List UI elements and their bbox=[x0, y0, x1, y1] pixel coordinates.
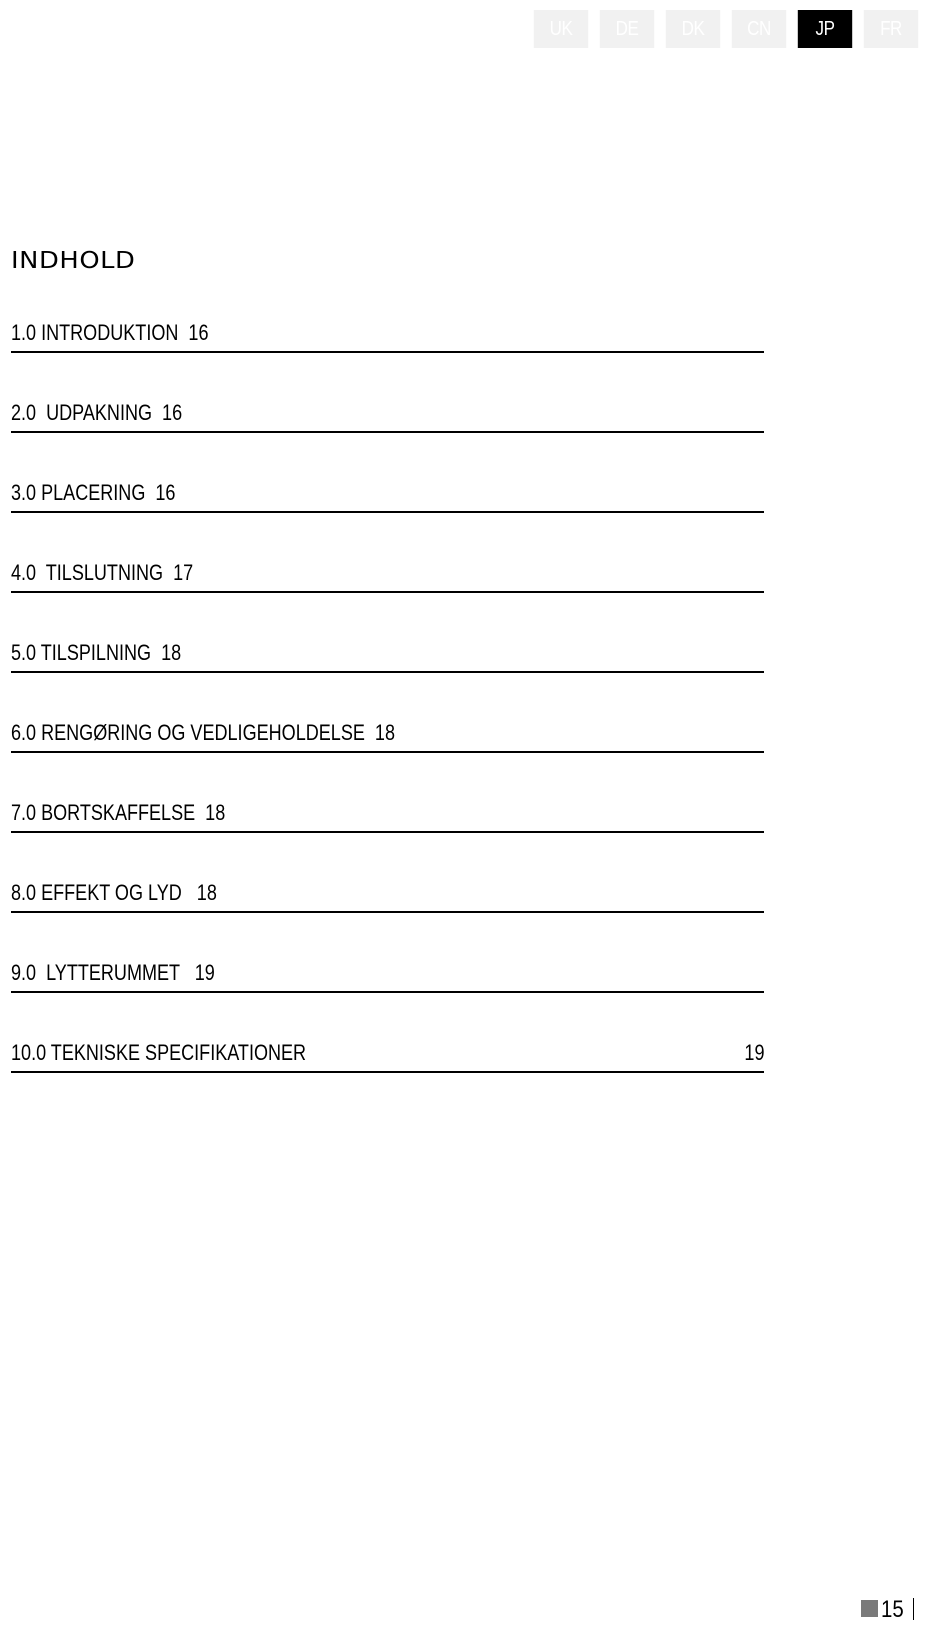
lang-tab-uk[interactable]: UK bbox=[534, 10, 588, 48]
toc-item-effekt-og-lyd[interactable] bbox=[11, 869, 764, 913]
toc-item-label: 3.0 PLACERING 16 bbox=[11, 480, 176, 505]
toc-item-lytterummet[interactable] bbox=[11, 949, 764, 993]
page-footer bbox=[861, 1598, 914, 1622]
lang-tab-dk[interactable]: DK bbox=[666, 10, 720, 48]
toc-item-placering[interactable] bbox=[11, 469, 764, 513]
toc-item-label: 8.0 EFFEKT OG LYD 18 bbox=[11, 880, 217, 905]
lang-tab-cn[interactable]: CN bbox=[732, 10, 786, 48]
toc-item-page: 19 bbox=[743, 1040, 764, 1065]
toc-item-label: 6.0 RENGØRING OG VEDLIGEHOLDELSE 18 bbox=[11, 720, 395, 745]
toc-item-udpakning[interactable] bbox=[11, 389, 764, 433]
page-title: INDHOLD bbox=[11, 248, 136, 274]
language-tabs bbox=[529, 10, 923, 48]
toc-item-bortskaffelse[interactable] bbox=[11, 789, 764, 833]
page-number: 15 bbox=[881, 1596, 904, 1623]
lang-tab-de[interactable]: DE bbox=[600, 10, 654, 48]
toc-item-tilslutning[interactable] bbox=[11, 549, 764, 593]
toc-item-label: 9.0 LYTTERUMMET 19 bbox=[11, 960, 215, 985]
toc-item-label: 7.0 BORTSKAFFELSE 18 bbox=[11, 800, 226, 825]
toc-item-label: 1.0 INTRODUKTION 16 bbox=[11, 320, 209, 345]
footer-divider bbox=[913, 1598, 914, 1620]
toc-item-label: 2.0 UDPAKNING 16 bbox=[11, 400, 183, 425]
footer-square-marker bbox=[861, 1600, 878, 1617]
toc-item-label: 4.0 TILSLUTNING 17 bbox=[11, 560, 194, 585]
lang-tab-fr[interactable]: FR bbox=[864, 10, 918, 48]
toc-item-tekniske-specifikationer[interactable] bbox=[11, 1029, 764, 1073]
toc-item-rengoring[interactable] bbox=[11, 709, 764, 753]
toc-item-label: 10.0 TEKNISKE SPECIFIKATIONER bbox=[11, 1040, 307, 1065]
toc-item-label: 5.0 TILSPILNING 18 bbox=[11, 640, 182, 665]
lang-tab-jp[interactable]: JP bbox=[798, 10, 852, 48]
toc-item-tilspilning[interactable] bbox=[11, 629, 764, 673]
toc-item-introduktion[interactable] bbox=[11, 309, 764, 353]
